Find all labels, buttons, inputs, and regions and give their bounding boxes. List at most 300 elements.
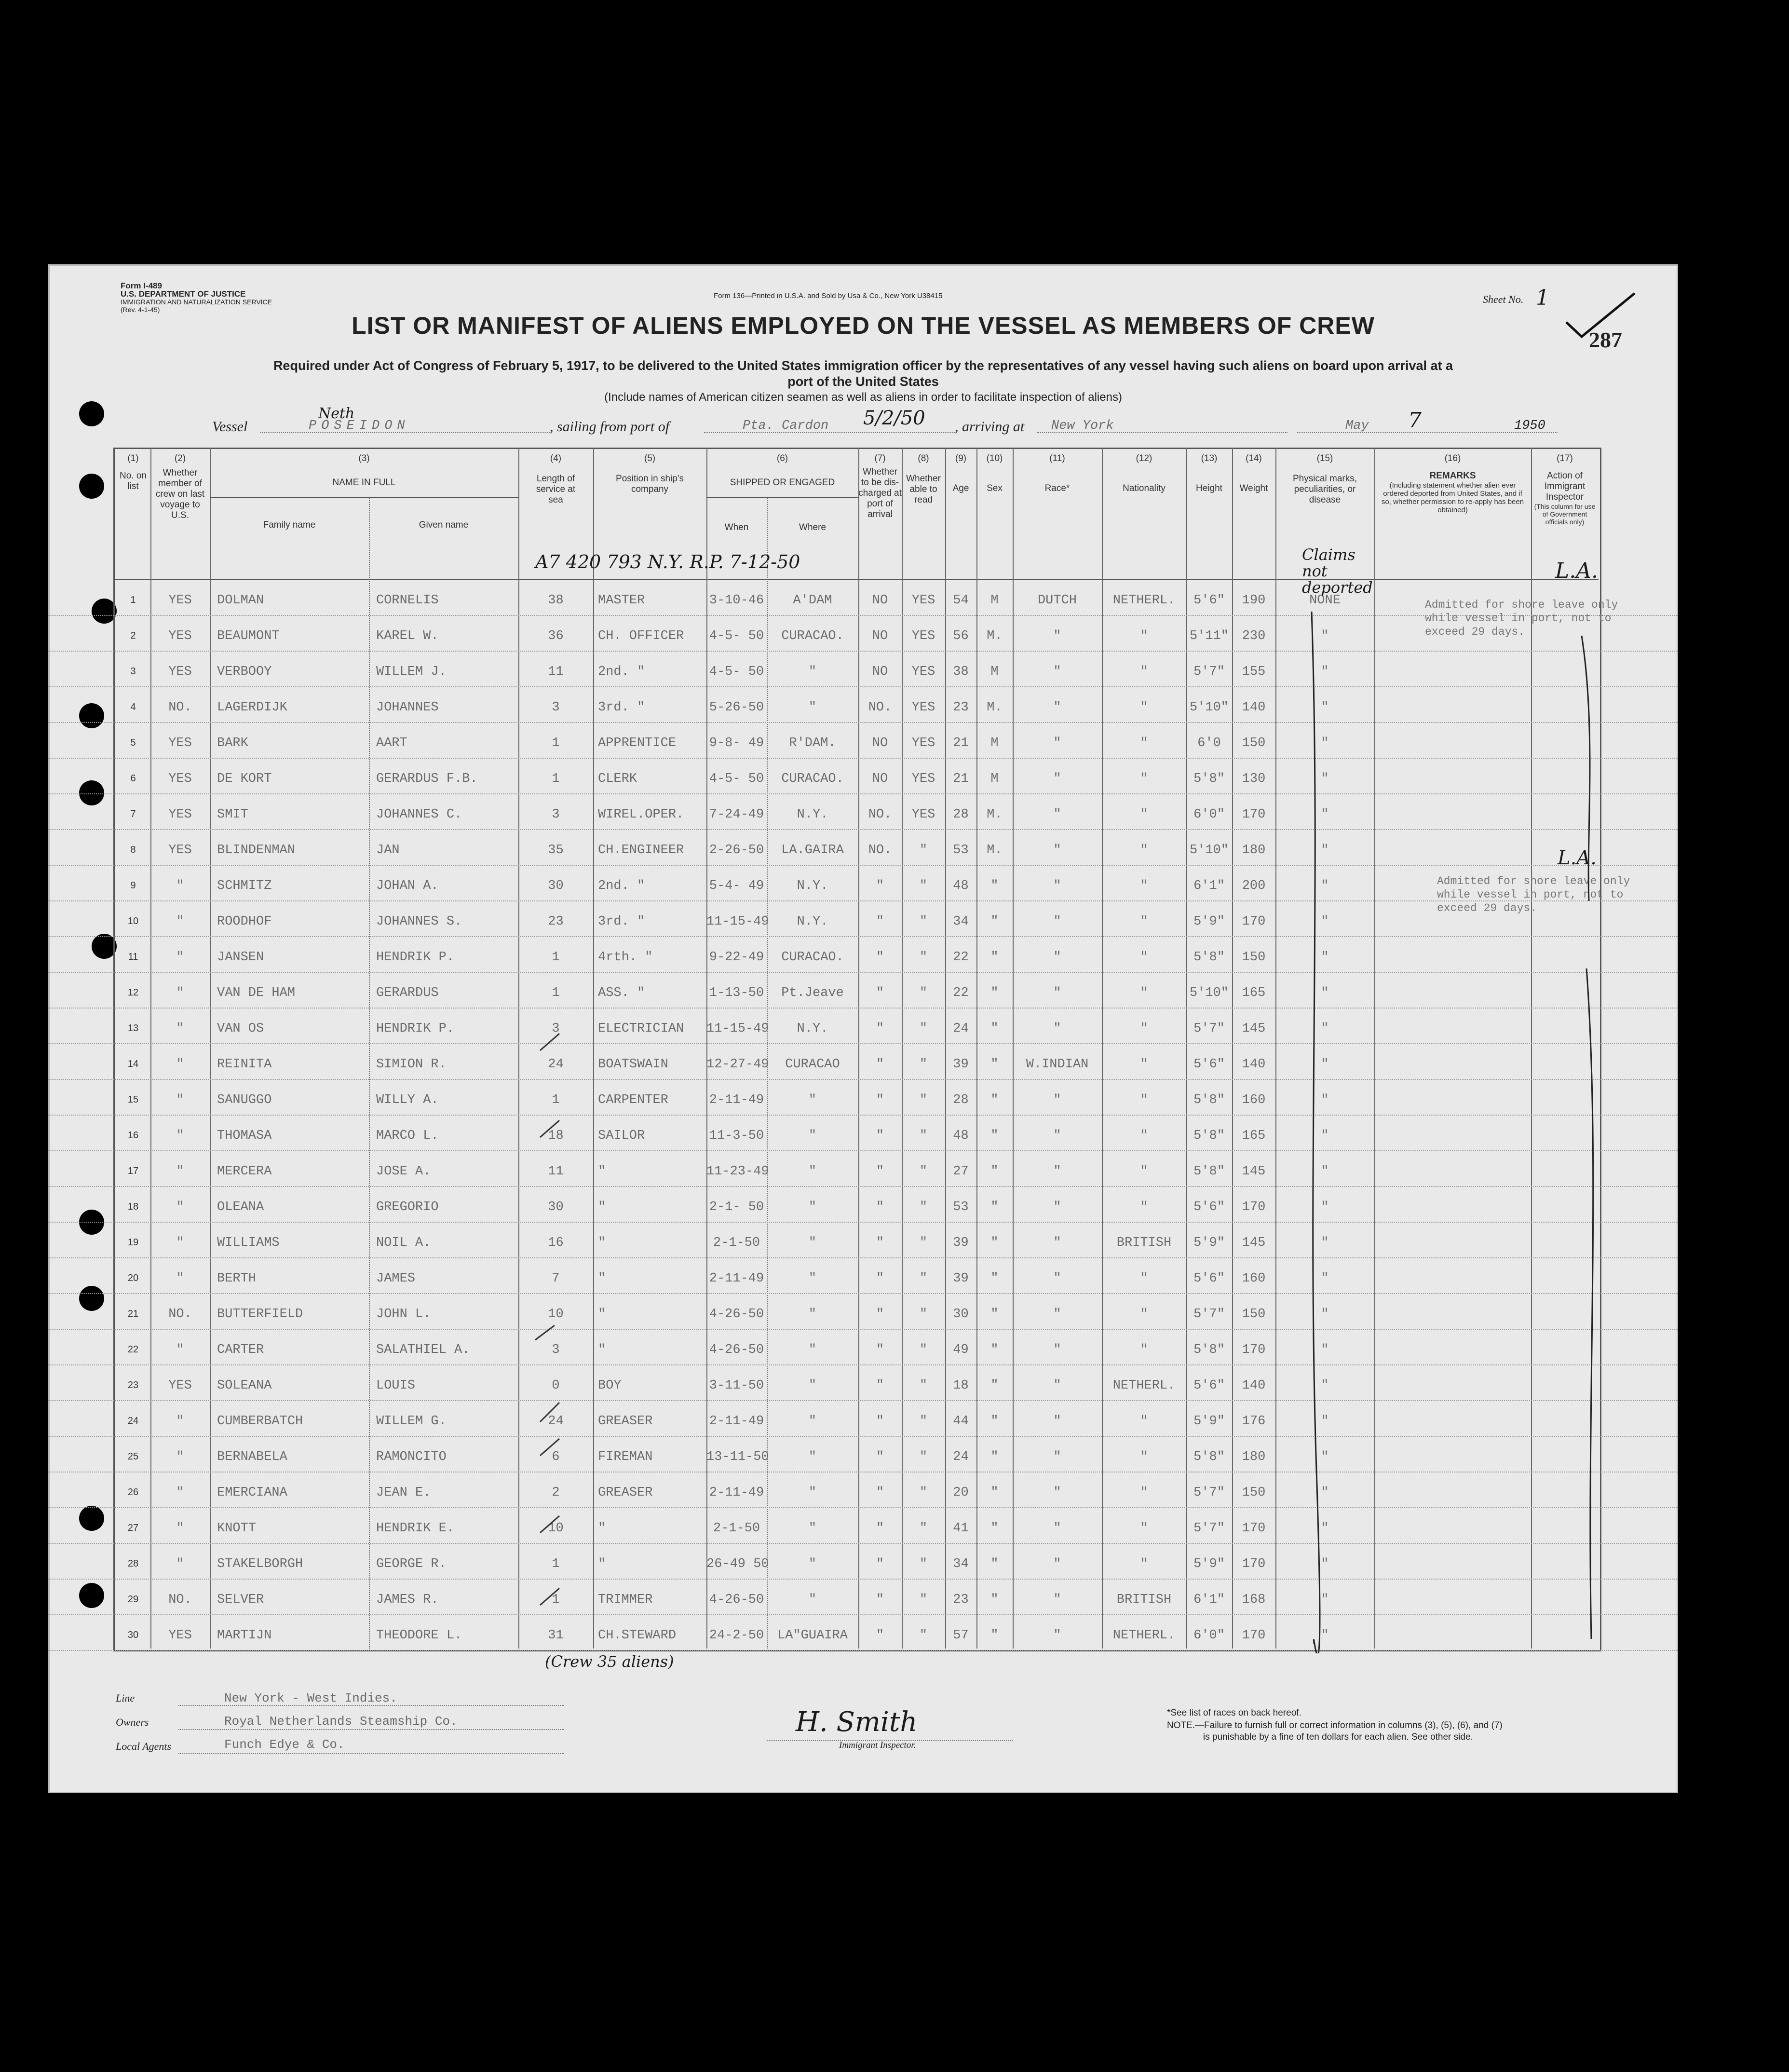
age-cell: 24 — [953, 1022, 969, 1036]
height-cell: 5'6" — [1193, 1200, 1225, 1214]
row-number-cell: 17 — [127, 1166, 139, 1176]
engaged-where-cell: " — [808, 1271, 817, 1286]
discharge-cell: " — [876, 1450, 884, 1464]
table-row — [48, 1114, 1678, 1151]
position-cell: 2nd. " — [598, 665, 645, 679]
position-cell: SAILOR — [598, 1129, 645, 1143]
col-4-header: (4) Length of service at sea — [536, 453, 576, 505]
engaged-where-cell: CURACAO — [785, 1057, 840, 1072]
family-name-cell: BARK — [217, 736, 248, 750]
row-number-cell: 8 — [130, 845, 136, 855]
engaged-when-cell: 11-23-49 — [706, 1164, 769, 1179]
nationality-cell: NETHERL. — [1112, 593, 1176, 608]
given-name-cell: JOHANNES — [376, 700, 439, 715]
family-name-cell: VERBOOY — [217, 665, 272, 679]
row-number-cell: 7 — [130, 809, 136, 819]
table-row — [48, 793, 1678, 830]
family-name-cell: SMIT — [217, 807, 248, 822]
sex-cell: " — [990, 1414, 999, 1429]
weight-cell: 190 — [1242, 593, 1266, 608]
given-name-cell: GEORGE R. — [376, 1557, 447, 1571]
age-cell: 34 — [953, 914, 969, 929]
engaged-when-cell: 13-11-50 — [706, 1450, 769, 1464]
height-cell: 5'6" — [1193, 593, 1225, 608]
sex-cell: " — [990, 1307, 999, 1322]
weight-cell: 170 — [1242, 1200, 1266, 1214]
engaged-when-cell: 11-3-50 — [709, 1129, 764, 1143]
family-name-cell: BLINDENMAN — [217, 843, 296, 858]
inspector-bracket-line — [1567, 631, 1606, 1663]
height-cell: 5'7" — [1193, 1022, 1225, 1036]
weight-cell: 140 — [1242, 1057, 1266, 1072]
revision: (Rev. 4-1-45) — [121, 306, 160, 314]
service-length-cell: 3 — [552, 807, 560, 822]
nationality-cell: " — [1140, 1343, 1148, 1357]
family-name-cell: CUMBERBATCH — [217, 1414, 303, 1429]
last-voyage-cell: " — [176, 986, 184, 1000]
given-name-cell: GREGORIO — [376, 1200, 439, 1214]
height-cell: 5'7" — [1193, 1486, 1225, 1500]
age-cell: 53 — [953, 1200, 969, 1214]
nationality-cell: " — [1140, 629, 1148, 643]
height-cell: 5'7" — [1193, 1307, 1225, 1322]
physical-marks-cell: " — [1321, 879, 1329, 893]
family-name-cell: JANSEN — [217, 950, 264, 965]
col-15-header: (15) Physical marks, peculiarities, or disease — [1292, 453, 1357, 505]
check-ticks — [530, 616, 588, 1629]
family-name-cell: BERNABELA — [217, 1450, 287, 1464]
physical-marks-cell: " — [1321, 1271, 1329, 1286]
service-length-cell: 35 — [548, 843, 564, 858]
discharge-cell: " — [876, 1307, 884, 1322]
discharge-cell: " — [876, 1200, 884, 1214]
race-cell: " — [1053, 665, 1061, 679]
discharge-cell: " — [876, 1022, 884, 1036]
line-label: Line — [116, 1692, 135, 1704]
able-to-read-cell: YES — [911, 736, 935, 750]
col-3-header: (3) NAME IN FULL — [332, 453, 396, 488]
sex-cell: " — [990, 1057, 999, 1072]
last-voyage-cell: " — [176, 1200, 184, 1214]
row-number-cell: 2 — [130, 630, 136, 641]
age-cell: 41 — [953, 1521, 969, 1536]
row-number-cell: 6 — [130, 773, 136, 784]
able-to-read-cell: " — [919, 1200, 928, 1214]
able-to-read-cell: " — [919, 986, 928, 1000]
service-length-cell: 1 — [552, 1093, 560, 1107]
engaged-when-cell: 11-15-49 — [706, 1022, 769, 1036]
height-cell: 5'8" — [1193, 772, 1225, 786]
family-name-cell: THOMASA — [217, 1129, 272, 1143]
service-length-cell: 38 — [548, 593, 564, 608]
weight-cell: 200 — [1242, 879, 1266, 893]
family-name-cell: WILLIAMS — [217, 1236, 280, 1250]
service-length-cell: 11 — [548, 665, 564, 679]
given-name-cell: JAMES R. — [376, 1593, 439, 1607]
height-cell: 5'9" — [1193, 1236, 1225, 1250]
position-cell: 4rth. " — [598, 950, 653, 965]
engaged-when-cell: 2-1-50 — [713, 1236, 760, 1250]
weight-cell: 165 — [1242, 1129, 1266, 1143]
table-row — [48, 686, 1678, 723]
family-name-cell: BUTTERFIELD — [217, 1307, 303, 1322]
age-cell: 56 — [953, 629, 969, 643]
position-cell: " — [598, 1521, 606, 1536]
row-number-cell: 11 — [128, 952, 138, 962]
service-length-cell: 3 — [552, 700, 560, 715]
col-6a-header: When — [724, 522, 749, 532]
weight-cell: 180 — [1242, 843, 1266, 858]
race-cell: " — [1053, 1236, 1061, 1250]
age-cell: 49 — [953, 1343, 969, 1357]
col-11-header: (11) Race* — [1044, 453, 1070, 493]
last-voyage-cell: YES — [168, 593, 192, 608]
family-name-cell: MERCERA — [217, 1164, 272, 1179]
discharge-cell: " — [876, 1628, 884, 1643]
discharge-cell: NO. — [868, 807, 892, 822]
physical-marks-cell: " — [1321, 1343, 1329, 1357]
given-name-cell: KAREL W. — [376, 629, 439, 643]
col-9-header: (9) Age — [952, 453, 969, 493]
vessel-name: POSEIDON — [309, 419, 410, 433]
row-number-cell: 18 — [127, 1201, 139, 1212]
position-cell: ASS. " — [598, 986, 645, 1000]
position-cell: " — [598, 1164, 606, 1179]
nationality-cell: " — [1140, 986, 1148, 1000]
weight-cell: 176 — [1242, 1414, 1266, 1429]
position-cell: ELECTRICIAN — [598, 1022, 684, 1036]
row-number-cell: 1 — [130, 595, 136, 605]
physical-marks-cell: " — [1321, 1093, 1329, 1107]
arrival-month: May — [1345, 419, 1369, 433]
engaged-when-cell: 3-11-50 — [709, 1378, 764, 1393]
race-cell: " — [1053, 1628, 1061, 1643]
weight-cell: 170 — [1242, 807, 1266, 822]
col-2-header: (2) Whether member of crew on last voyage to U.S. — [155, 453, 205, 520]
table-row — [48, 1293, 1678, 1330]
race-cell: " — [1053, 1093, 1061, 1107]
engaged-when-cell: 9-8- 49 — [709, 736, 764, 750]
physical-marks-cell: " — [1321, 1129, 1329, 1143]
service-length-cell: 3 — [552, 1343, 560, 1357]
service-length-cell: 30 — [548, 879, 564, 893]
engaged-where-cell: N.Y. — [797, 879, 828, 893]
physical-marks-cell: " — [1321, 736, 1329, 750]
height-cell: 5'10" — [1189, 843, 1229, 858]
nationality-cell: BRITISH — [1116, 1236, 1172, 1250]
discharge-cell: NO — [872, 665, 888, 679]
handwritten-claims-note: Claims not deported — [1302, 545, 1373, 597]
engaged-when-cell: 2-11-49 — [709, 1093, 764, 1107]
height-cell: 5'8" — [1193, 1164, 1225, 1179]
position-cell: GREASER — [598, 1486, 653, 1500]
sex-cell: " — [990, 1093, 999, 1107]
sex-cell: " — [990, 1557, 999, 1571]
race-cell: " — [1053, 1343, 1061, 1357]
engaged-where-cell: " — [808, 665, 817, 679]
age-cell: 48 — [953, 1129, 969, 1143]
engaged-when-cell: 7-24-49 — [709, 807, 764, 822]
given-name-cell: SALATHIEL A. — [376, 1343, 470, 1357]
able-to-read-cell: " — [919, 879, 928, 893]
handwritten-top-note: A7 420 793 N.Y. R.P. 7-12-50 — [535, 551, 800, 573]
nationality-cell: " — [1140, 950, 1148, 965]
row-number-cell: 22 — [127, 1344, 139, 1355]
physical-marks-cell: " — [1321, 1628, 1329, 1643]
penalty-note-1: NOTE.—Failure to furnish full or correct information in columns (3), (5), (6), and (7) — [1167, 1720, 1503, 1731]
last-voyage-cell: YES — [168, 629, 192, 643]
table-row — [48, 1614, 1678, 1651]
engaged-when-cell: 12-27-49 — [706, 1057, 769, 1072]
service-length-cell: 0 — [552, 1378, 560, 1393]
race-cell: " — [1053, 1271, 1061, 1286]
able-to-read-cell: YES — [911, 629, 935, 643]
department: U.S. DEPARTMENT OF JUSTICE — [121, 289, 246, 299]
position-cell: CARPENTER — [598, 1093, 668, 1107]
table-row — [48, 936, 1678, 973]
age-cell: 23 — [953, 700, 969, 715]
last-voyage-cell: " — [176, 1521, 184, 1536]
crew-rows — [48, 579, 1678, 1649]
engaged-when-cell: 5-4- 49 — [709, 879, 764, 893]
race-cell: " — [1053, 879, 1061, 893]
position-cell: " — [598, 1200, 606, 1214]
physical-marks-cell: " — [1321, 1486, 1329, 1500]
engaged-where-cell: LA"GUAIRA — [777, 1628, 848, 1643]
sex-cell: M — [990, 772, 999, 786]
row-number-cell: 12 — [127, 987, 139, 998]
position-cell: CLERK — [598, 772, 637, 786]
last-voyage-cell: " — [176, 914, 184, 929]
height-cell: 5'10" — [1189, 700, 1229, 715]
arriving-label: , arriving at — [955, 419, 1025, 435]
physical-marks-cell: " — [1321, 629, 1329, 643]
inspector-signature: H. Smith — [796, 1706, 918, 1738]
family-name-cell: VAN OS — [217, 1022, 264, 1036]
races-note: *See list of races on back hereof. — [1167, 1708, 1301, 1718]
physical-marks-cell: " — [1321, 772, 1329, 786]
position-cell: 3rd. " — [598, 914, 645, 929]
age-cell: 22 — [953, 986, 969, 1000]
sheet-label: Sheet No. — [1483, 293, 1524, 305]
family-name-cell: REINITA — [217, 1057, 272, 1072]
arrival-day: 7 — [1408, 408, 1422, 433]
engaged-where-cell: " — [808, 1129, 817, 1143]
crew-count-note: (Crew 35 aliens) — [545, 1652, 674, 1671]
height-cell: 5'8" — [1193, 1343, 1225, 1357]
table-row — [48, 1507, 1678, 1544]
able-to-read-cell: " — [919, 950, 928, 965]
able-to-read-cell: YES — [911, 593, 935, 608]
physical-marks-cell: " — [1321, 700, 1329, 715]
form-number: Form I-489 — [121, 281, 162, 290]
weight-cell: 145 — [1242, 1022, 1266, 1036]
age-cell: 34 — [953, 1557, 969, 1571]
weight-cell: 145 — [1242, 1236, 1266, 1250]
given-name-cell: GERARDUS — [376, 986, 439, 1000]
weight-cell: 170 — [1242, 1343, 1266, 1357]
height-cell: 5'8" — [1193, 1450, 1225, 1464]
row-number-cell: 21 — [127, 1309, 139, 1319]
nationality-cell: " — [1140, 1164, 1148, 1179]
table-row — [48, 829, 1678, 866]
service-length-cell: 10 — [548, 1521, 564, 1536]
family-name-cell: EMERCIANA — [217, 1486, 287, 1500]
discharge-cell: NO — [872, 629, 888, 643]
last-voyage-cell: " — [176, 1236, 184, 1250]
age-cell: 39 — [953, 1236, 969, 1250]
discharge-cell: " — [876, 879, 884, 893]
nationality-cell: " — [1140, 772, 1148, 786]
physical-marks-cell: " — [1321, 1307, 1329, 1322]
last-voyage-cell: " — [176, 1486, 184, 1500]
sailing-port: Pta. Cardon — [743, 419, 829, 433]
punch-hole — [79, 474, 104, 499]
sex-cell: " — [990, 1450, 999, 1464]
physical-marks-cell: " — [1321, 950, 1329, 965]
service-length-cell: 23 — [548, 914, 564, 929]
row-number-cell: 27 — [127, 1523, 139, 1533]
service-length-cell: 1 — [552, 736, 560, 750]
height-cell: 5'10" — [1189, 986, 1229, 1000]
last-voyage-cell: YES — [168, 1628, 192, 1643]
family-name-cell: MARTIJN — [217, 1628, 272, 1643]
service-length-cell: 36 — [548, 629, 564, 643]
weight-cell: 230 — [1242, 629, 1266, 643]
service-length-cell: 16 — [548, 1236, 564, 1250]
height-cell: 5'8" — [1193, 950, 1225, 965]
height-cell: 5'6" — [1193, 1271, 1225, 1286]
given-name-cell: JOHANNES C. — [376, 807, 462, 822]
sex-cell: M. — [987, 807, 1003, 822]
engaged-where-cell: " — [808, 700, 817, 715]
col-16-header: (16) REMARKS (Including statement whether alien ever ordered deported from United States, and if so, whether permission to re-apply has been obtained) — [1381, 453, 1524, 514]
discharge-cell: " — [876, 1486, 884, 1500]
table-row — [48, 1578, 1678, 1615]
engaged-when-cell: 2-26-50 — [709, 843, 764, 858]
weight-cell: 165 — [1242, 986, 1266, 1000]
nationality-cell: " — [1140, 914, 1148, 929]
age-cell: 27 — [953, 1164, 969, 1179]
family-name-cell: CARTER — [217, 1343, 264, 1357]
weight-cell: 140 — [1242, 700, 1266, 715]
given-name-cell: JOSE A. — [376, 1164, 431, 1179]
service-length-cell: 2 — [552, 1486, 560, 1500]
physical-marks-cell: " — [1321, 914, 1329, 929]
printer-line: Form 136—Printed in U.S.A. and Sold by Usa & Co., New York U38415 — [714, 292, 943, 300]
engaged-where-cell: " — [808, 1236, 817, 1250]
discharge-cell: " — [876, 1236, 884, 1250]
table-row — [48, 1435, 1678, 1472]
engaged-when-cell: 4-5- 50 — [709, 772, 764, 786]
height-cell: 5'7" — [1193, 1521, 1225, 1536]
given-name-cell: HENDRIK P. — [376, 950, 455, 965]
sex-cell: " — [990, 1628, 999, 1643]
height-cell: 5'6" — [1193, 1057, 1225, 1072]
nationality-cell: " — [1140, 1521, 1148, 1536]
col-17-header: (17) Action of Immigrant Inspector (This column for use of Government officials only) — [1534, 453, 1596, 526]
col-6-header: (6) SHIPPED OR ENGAGED — [730, 453, 835, 488]
service-length-cell: 24 — [548, 1414, 564, 1429]
engaged-when-cell: 2-1-50 — [713, 1521, 760, 1536]
discharge-cell: " — [876, 1521, 884, 1536]
engaged-where-cell: N.Y. — [797, 1022, 828, 1036]
family-name-cell: DE KORT — [217, 772, 272, 786]
vessel-hand-note: Neth — [318, 405, 355, 422]
physical-marks-cell: " — [1321, 843, 1329, 858]
able-to-read-cell: " — [919, 1164, 928, 1179]
position-cell: BOATSWAIN — [598, 1057, 668, 1072]
sex-cell: " — [990, 950, 999, 965]
given-name-cell: JEAN E. — [376, 1486, 431, 1500]
sex-cell: M. — [987, 700, 1003, 715]
row-number-cell: 28 — [127, 1558, 139, 1569]
sex-cell: " — [990, 1343, 999, 1357]
given-name-cell: WILLEM G. — [376, 1414, 447, 1429]
able-to-read-cell: " — [919, 1414, 928, 1429]
last-voyage-cell: YES — [168, 772, 192, 786]
engaged-where-cell: " — [808, 1093, 817, 1107]
family-name-cell: ROODHOF — [217, 914, 272, 929]
race-cell: " — [1053, 1307, 1061, 1322]
engaged-where-cell: " — [808, 1164, 817, 1179]
engaged-where-cell: R'DAM. — [789, 736, 836, 750]
able-to-read-cell: " — [919, 1236, 928, 1250]
weight-cell: 180 — [1242, 1450, 1266, 1464]
sailing-date: 5/2/50 — [863, 407, 925, 429]
race-cell: " — [1053, 1164, 1061, 1179]
given-name-cell: HENDRIK E. — [376, 1521, 455, 1536]
table-row — [48, 1186, 1678, 1223]
nationality-cell: " — [1140, 1450, 1148, 1464]
family-name-cell: SOLEANA — [217, 1378, 272, 1393]
arriving-port: New York — [1051, 419, 1114, 433]
able-to-read-cell: " — [919, 1271, 928, 1286]
able-to-read-cell: " — [919, 1378, 928, 1393]
physical-marks-cell: " — [1321, 1057, 1329, 1072]
row-number-cell: 14 — [127, 1059, 139, 1069]
able-to-read-cell: " — [919, 1593, 928, 1607]
last-voyage-cell: " — [176, 1343, 184, 1357]
sex-cell: " — [990, 1164, 999, 1179]
table-row — [48, 1257, 1678, 1294]
engaged-when-cell: 2-11-49 — [709, 1486, 764, 1500]
race-cell: " — [1053, 700, 1061, 715]
position-cell: MASTER — [598, 593, 645, 608]
position-cell: " — [598, 1307, 606, 1322]
nationality-cell: " — [1140, 1200, 1148, 1214]
given-name-cell: JOHAN A. — [376, 879, 439, 893]
weight-cell: 130 — [1242, 772, 1266, 786]
physical-marks-cell: " — [1321, 1450, 1329, 1464]
col-3a-header: Family name — [263, 520, 316, 530]
weight-cell: 170 — [1242, 1557, 1266, 1571]
inspector-label: Immigrant Inspector. — [839, 1740, 916, 1750]
col-5-header: (5) Position in ship's company — [616, 453, 684, 494]
physical-marks-cell: " — [1321, 1236, 1329, 1250]
discharge-cell: " — [876, 1271, 884, 1286]
engaged-when-cell: 4-5- 50 — [709, 629, 764, 643]
weight-cell: 150 — [1242, 736, 1266, 750]
given-name-cell: CORNELIS — [376, 593, 439, 608]
weight-cell: 145 — [1242, 1164, 1266, 1179]
col-10-header: (10) Sex — [986, 453, 1003, 493]
race-cell: " — [1053, 986, 1061, 1000]
row-number-cell: 13 — [127, 1023, 139, 1034]
race-cell: " — [1053, 1414, 1061, 1429]
race-cell: " — [1053, 772, 1061, 786]
engaged-where-cell: CURACAO. — [781, 772, 844, 786]
